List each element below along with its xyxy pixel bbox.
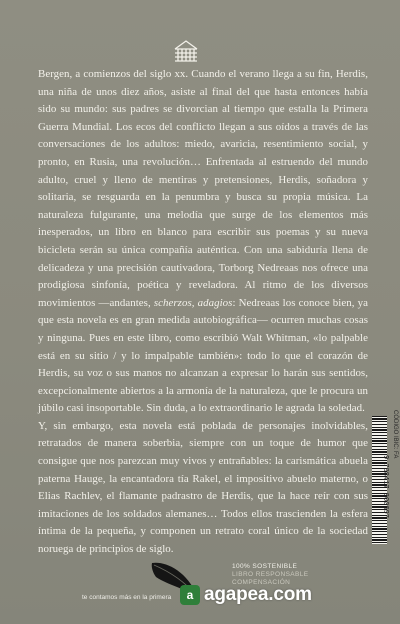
footer-tagline: te contamos más en la primera [82, 594, 172, 601]
agapea-logo-icon: a [180, 585, 200, 605]
sustainability-line-1: 100% SOSTENIBLE [232, 563, 298, 570]
sustainability-line-3: COMPENSACIÓN [232, 579, 291, 586]
synopsis-italic-terms: scherzos, adagios [153, 296, 233, 309]
synopsis-paragraph-1 [38, 66, 368, 418]
agapea-watermark [180, 582, 312, 608]
sustainability-line-2: LIBRO RESPONSABLE [232, 571, 309, 578]
publisher-logo-icon [171, 36, 201, 66]
synopsis-paragraph-2: Y, sin embargo, esta novela está poblada de personajes inolvidables, retratados de manera soberbia, siempre con un toque de humor que consigue que nos parezcan muy vivos y entrañables: la carismática abuela paterna Hauge, la encantadora tía Rakel, el impositivo abuelo materno, o Elias Rachlev, el flamante padrastro de Herdis, que la hace reír con sus imitaciones de los soldados alemanes… Todos ellos trascienden la esfera íntima de la pequeña, y componen un retrato coral único de la sociedad noruega de principios de siglo. [38, 419, 368, 556]
isbn-number: 9 788417 800697 [381, 455, 389, 519]
synopsis-paragraph-1-end: : Nedreaas los conoce bien, ya que esta novela es en gran medida autobiográfica— ocurren muchas cosas y ninguna. Pues en este libro, como escribió Walt Whitman, «lo palpable está en su sitio / y lo impalpable también»: todo lo que el corazón de Herdis, su voz o sus manos no alcanzan a expresar lo harán sus sentidos, excepcionalmente abiertos a la armonía de la naturaleza, que le procura un júbilo casi insoportable. Sin duda, a lo extraordinario le agrada la soledad. [38, 296, 368, 415]
synopsis-paragraph-1-start: Bergen, a comienzos del siglo xx. Cuando el verano llega a su fin, Herdis, una niña de unos diez años, asiste al final del que hasta entonces había sido su mundo: sus padres se divorcian al tiempo que estalla la Primera Guerra Mundial. Los ecos del conflicto llegan a sus oídos a través de las conversaciones de los adultos: miedo, avaricia, resentimiento social, y pronto, en Rusia, una revolución… Enfrentada al estruendo del mundo adulto, cruel y lleno de mentiras y pretensiones, Herdis, soñadora y solitaria, se resguarda en la penumbra y busca su propia música. La naturaleza fulgurante, una melodía que surge de los elementos más inesperados, un libro en blanco para escribir sus poemas y su nueva bicicleta serán su única compañía auténtica. Con una sabiduría llena de delicadeza y una precisión cautivadora, Torborg Nedreaas nos ofrece una prodigiosa sinfonía, poética y reveladora. Al ritmo de los diversos movimientos —andantes, [38, 68, 368, 309]
agapea-watermark-text: agapea.com [204, 584, 312, 605]
synopsis-text [38, 66, 368, 559]
ibic-code: CÓDIGO IBIC: FA [392, 410, 398, 459]
